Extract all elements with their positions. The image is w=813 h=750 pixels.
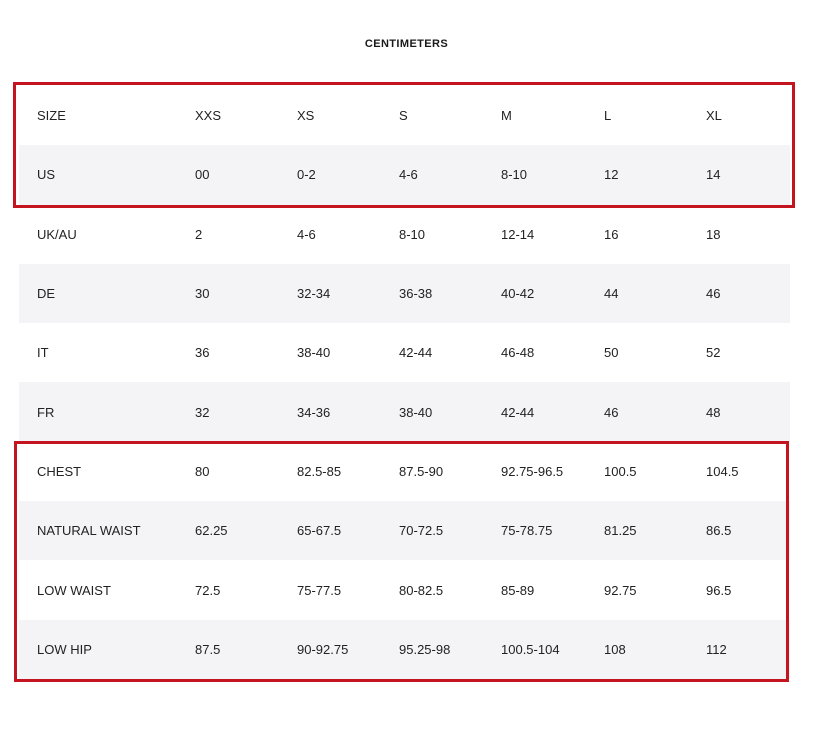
- table-cell: 18: [706, 226, 721, 242]
- row-label: FR: [37, 404, 55, 420]
- table-row-size: [19, 86, 790, 145]
- table-cell: 86.5: [706, 523, 732, 539]
- table-cell: 46: [706, 286, 721, 302]
- table-cell: 36: [195, 345, 210, 361]
- table-cell: 32: [195, 404, 210, 420]
- table-cell: 108: [604, 641, 626, 657]
- table-row-de: [19, 264, 790, 323]
- table-cell: 8-10: [399, 226, 426, 242]
- table-cell: 62.25: [195, 523, 228, 539]
- row-label: LOW WAIST: [37, 582, 111, 598]
- table-row-low-waist: [19, 560, 790, 619]
- table-row-it: [19, 323, 790, 382]
- table-cell: 75-78.75: [501, 523, 553, 539]
- table-cell: 100.5-104: [501, 641, 560, 657]
- table-cell: 104.5: [706, 463, 739, 479]
- table-cell: XS: [297, 108, 315, 124]
- table-cell: 80: [195, 463, 210, 479]
- table-row-fr: [19, 382, 790, 441]
- table-cell: XL: [706, 108, 722, 124]
- size-chart-table: [19, 86, 790, 679]
- table-cell: 87.5-90: [399, 463, 444, 479]
- table-row-uk-au: [19, 205, 790, 264]
- table-cell: S: [399, 108, 408, 124]
- table-cell: 52: [706, 345, 721, 361]
- table-cell: 32-34: [297, 286, 331, 302]
- table-cell: M: [501, 108, 512, 124]
- table-cell: 70-72.5: [399, 523, 444, 539]
- table-row-natural-waist: [19, 501, 790, 560]
- table-row-chest: [19, 442, 790, 501]
- table-cell: XXS: [195, 108, 222, 124]
- table-cell: 0-2: [297, 167, 316, 183]
- table-cell: 95.25-98: [399, 641, 451, 657]
- table-cell: 72.5: [195, 582, 221, 598]
- table-cell: 42-44: [501, 404, 535, 420]
- table-row-low-hip: [19, 620, 790, 679]
- table-cell: 92.75: [604, 582, 637, 598]
- table-cell: 16: [604, 226, 619, 242]
- table-cell: 96.5: [706, 582, 732, 598]
- table-cell: 75-77.5: [297, 582, 342, 598]
- table-cell: 48: [706, 404, 721, 420]
- row-label: US: [37, 167, 56, 183]
- table-cell: 14: [706, 167, 721, 183]
- table-cell: 34-36: [297, 404, 331, 420]
- table-cell: 2: [195, 226, 203, 242]
- table-cell: 50: [604, 345, 619, 361]
- table-cell: 65-67.5: [297, 523, 342, 539]
- table-cell: 80-82.5: [399, 582, 444, 598]
- table-cell: 46-48: [501, 345, 535, 361]
- table-cell: 82.5-85: [297, 463, 342, 479]
- row-label: IT: [37, 345, 49, 361]
- table-cell: 42-44: [399, 345, 433, 361]
- table-cell: 87.5: [195, 641, 221, 657]
- table-cell: 44: [604, 286, 619, 302]
- table-cell: 30: [195, 286, 210, 302]
- table-cell: 100.5: [604, 463, 637, 479]
- table-cell: 112: [706, 641, 727, 657]
- table-cell: 90-92.75: [297, 641, 349, 657]
- table-cell: 81.25: [604, 523, 637, 539]
- row-label: NATURAL WAIST: [37, 523, 141, 539]
- row-label: LOW HIP: [37, 641, 92, 657]
- table-cell: 12: [604, 167, 619, 183]
- table-cell: 12-14: [501, 226, 535, 242]
- row-label: UK/AU: [37, 226, 77, 242]
- table-cell: 36-38: [399, 286, 433, 302]
- table-cell: L: [604, 108, 612, 124]
- table-cell: 92.75-96.5: [501, 463, 564, 479]
- table-cell: 38-40: [297, 345, 331, 361]
- table-cell: 85-89: [501, 582, 535, 598]
- row-label: CHEST: [37, 463, 82, 479]
- table-cell: 38-40: [399, 404, 433, 420]
- row-label: SIZE: [37, 108, 66, 124]
- table-cell: 4-6: [399, 167, 418, 183]
- table-cell: 40-42: [501, 286, 535, 302]
- row-label: DE: [37, 286, 56, 302]
- table-cell: 8-10: [501, 167, 528, 183]
- table-cell: 46: [604, 404, 619, 420]
- page-title: CENTIMETERS: [364, 38, 449, 50]
- table-cell: 00: [195, 167, 210, 183]
- table-cell: 4-6: [297, 226, 316, 242]
- table-row-us: [19, 145, 790, 204]
